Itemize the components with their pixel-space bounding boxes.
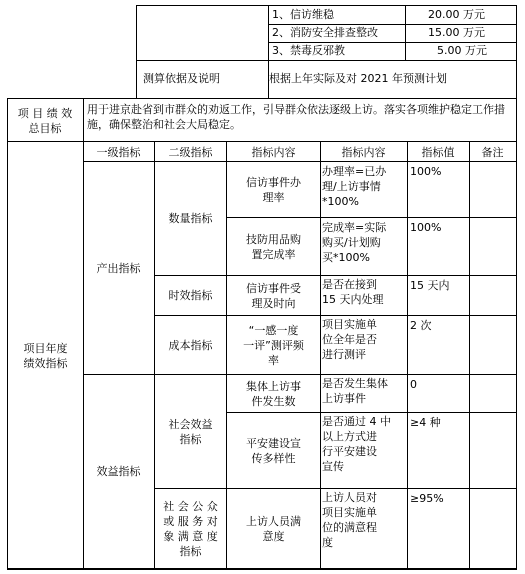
goal-text: 用于进京赴省到市群众的劝返工作，引导群众依法逐级上访。落实各项维护稳定工作措施，确保整治和社会大局稳定。	[87, 103, 505, 131]
budget-item-3-amount: 5.00 万元	[437, 44, 487, 57]
row-5-detail: 是否发生集体 上访事件	[322, 377, 388, 405]
budget-item-1-amount: 20.00 万元	[428, 8, 485, 21]
row-7-detail: 上访人员对 项目实施单 位的满意程 度	[322, 491, 377, 549]
level2-quantity: 数量指标	[168, 212, 213, 225]
header-value: 指标值	[421, 145, 455, 159]
row-4-content: “一感一度 一评”测评频 率	[243, 323, 304, 367]
annual-indicators-label: 项目年度 绩效指标	[23, 342, 68, 370]
level2-social: 社会效益 指标	[168, 417, 213, 446]
row-6-detail: 是否通过 4 中 以上方式进 行平安建设 宣传	[322, 415, 391, 473]
budget-item-3-name: 3、禁毒反邪教	[272, 44, 345, 57]
calc-basis-value: 根据上年实际及对 2021 年预测计划	[269, 72, 447, 85]
row-1-value: 100%	[410, 165, 442, 178]
row-3-value: 15 天内	[410, 279, 450, 292]
level2-satisfaction: 社 会 公 众 或 服 务 对 象 满 意 度 指标	[163, 499, 218, 558]
level1-benefit: 效益指标	[96, 465, 141, 478]
row-7-value: ≥95%	[410, 492, 444, 505]
row-1-content: 信访事件办 理率	[246, 175, 301, 204]
header-remark: 备注	[481, 145, 504, 159]
row-5-content: 集体上访事 件发生数	[246, 379, 301, 408]
header-content-2: 指标内容	[341, 145, 386, 159]
row-4-detail: 项目实施单 位全年是否 进行测评	[322, 318, 377, 361]
level2-cost: 成本指标	[168, 338, 213, 352]
row-2-content: 技防用品购 置完成率	[246, 232, 301, 261]
budget-item-2-amount: 15.00 万元	[428, 26, 485, 39]
header-content: 指标内容	[251, 145, 296, 159]
row-2-detail: 完成率=实际 购买/计划购 买*100%	[322, 221, 387, 264]
row-6-content: 平安建设宣 传多样性	[246, 436, 301, 465]
calc-basis-label: 测算依据及说明	[143, 72, 220, 85]
level2-timeliness: 时效指标	[168, 289, 213, 302]
level1-output: 产出指标	[96, 261, 141, 275]
goal-label: 项 目 绩 效 总目标	[17, 107, 73, 135]
row-3-content: 信访事件受 理及时向	[246, 281, 301, 310]
row-3-detail: 是否在接到 15 天内处理	[322, 278, 384, 306]
row-6-value: ≥4 种	[410, 416, 441, 429]
header-level1: 一级指标	[96, 145, 141, 159]
row-1-detail: 办理率=已办 理/上访事情 *100%	[322, 165, 387, 208]
row-4-value: 2 次	[410, 319, 432, 332]
budget-item-2-name: 2、消防安全排查整改	[272, 26, 378, 39]
row-5-value: 0	[410, 378, 417, 391]
budget-item-1-name: 1、信访维稳	[272, 8, 334, 21]
header-level2: 二级指标	[168, 145, 213, 159]
row-2-value: 100%	[410, 221, 442, 234]
row-7-content: 上访人员满 意度	[246, 514, 301, 543]
